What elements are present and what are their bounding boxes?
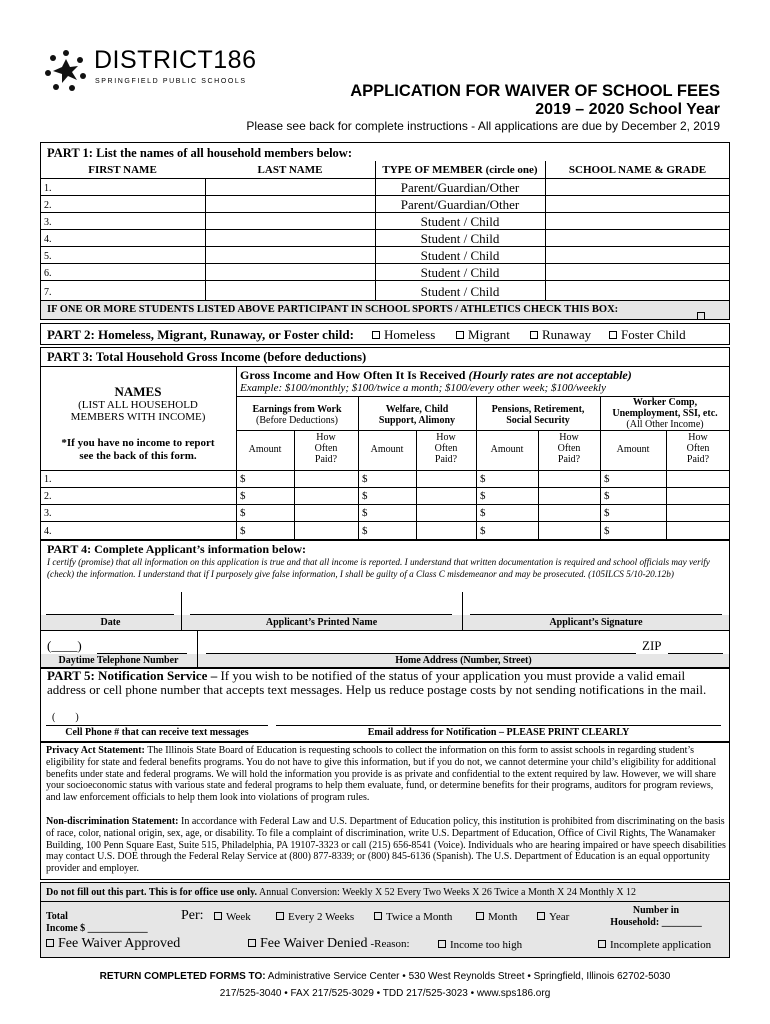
address-label: Home Address (Number, Street) — [395, 655, 532, 666]
income-title: Gross Income and How Often It Is Received (Hourly rates are not acceptable) — [240, 368, 632, 382]
part3-heading: PART 3: Total Household Gross Income (before deductions) — [47, 350, 367, 364]
phone-label: Daytime Telephone Number — [58, 655, 179, 666]
how-often-header: How Often Paid? — [686, 432, 710, 465]
fee-waiver-approved-option[interactable]: Fee Waiver Approved — [46, 936, 180, 952]
per-week-option[interactable]: Week — [214, 911, 251, 923]
names-sub2: MEMBERS WITH INCOME) — [70, 411, 206, 423]
email-field[interactable] — [276, 708, 721, 725]
part2-heading: PART 2: Homeless, Migrant, Runaway, or Foster child: — [47, 327, 354, 342]
address-field[interactable] — [206, 636, 636, 653]
privacy-statement: Privacy Act Statement: The Illinois State Board of Education is requesting schools to collect the information on this form to assist schools in regarding student’s eligibility for state and federal benefits programs. You do not have to give this information, but if you do not, we cannot determine your child’s eligibility for additional benefits under state and federal programs. We will hold the information you provide is as private and confidential to the extent required by law. However, we will share your socioeconomic status with various state and federal programs to help them evaluate, fund, or determine benefits for their programs, auditors for program reviews, and law enforcement officials to help them look into violations of program rules. — [46, 745, 717, 804]
homeless-option[interactable]: Homeless — [372, 327, 435, 343]
reason-incomplete-application-option[interactable]: Incomplete application — [598, 939, 711, 951]
income-row[interactable]: 2. $ $ $ $ — [44, 490, 610, 502]
checkbox-icon — [46, 939, 54, 947]
per-twice-month-option[interactable]: Twice a Month — [374, 911, 452, 923]
fee-waiver-denied-option[interactable]: Fee Waiver Denied -Reason: — [248, 936, 410, 952]
col-last-name: LAST NAME — [257, 164, 323, 176]
district-logo — [44, 46, 257, 98]
names-note1: *If you have no income to report — [61, 437, 215, 449]
per-every-2-weeks-option[interactable]: Every 2 Weeks — [276, 911, 354, 923]
date-label: Date — [100, 617, 121, 628]
member-row[interactable]: 2. Parent/Guardian/Other — [44, 197, 520, 212]
form-title: APPLICATION FOR WAIVER OF SCHOOL FEES — [350, 82, 720, 100]
checkbox-icon — [598, 940, 606, 948]
sports-note: IF ONE OR MORE STUDENTS LISTED ABOVE PARTICIPANT IN SCHOOL SPORTS / ATHLETICS CHECK THIS BOX: — [47, 304, 619, 315]
per-year-option[interactable]: Year — [537, 911, 569, 923]
checkbox-icon — [438, 940, 446, 948]
total-income-label: Total Income $ ____________ — [46, 911, 148, 934]
amount-header: Amount — [248, 444, 282, 455]
email-label: Email address for Notification – PLEASE PRINT CLEARLY — [367, 727, 630, 738]
signature-field[interactable] — [470, 596, 722, 614]
names-sub1: (LIST ALL HOUSEHOLD — [78, 399, 198, 411]
amount-header: Amount — [490, 444, 524, 455]
certify-statement: I certify (promise) that all information on this application is true and that all income is reported. I understand that written documentation is required and school officials may verify (check) the information. I understand that if I purposely give false information, I shall be guilty of a Class C misdemeanor and may be prosecuted. (105ILCS 5/10-20.12b) — [47, 557, 710, 579]
col-school-grade: SCHOOL NAME & GRADE — [568, 164, 707, 176]
checkbox-icon — [476, 912, 484, 920]
reason-income-too-high-option[interactable]: Income too high — [438, 939, 522, 951]
member-row[interactable]: 6. Student / Child — [44, 265, 500, 280]
date-field[interactable] — [46, 596, 174, 614]
sports-checkbox[interactable] — [697, 312, 705, 320]
checkbox-icon — [276, 912, 284, 920]
how-often-header: How Often Paid? — [557, 432, 581, 465]
school-year: 2019 – 2020 School Year — [535, 101, 720, 118]
names-note2: see the back of this form. — [79, 450, 197, 462]
runaway-option[interactable]: Runaway — [530, 327, 591, 343]
cell-phone-label: Cell Phone # that can receive text messages — [65, 727, 249, 738]
phone-field[interactable]: (____) — [47, 638, 82, 653]
part5-text: PART 5: Notification Service – If you wish to be notified of the status of your application you must provide a valid email address or cell phone number that accepts text messages. Help us reduce postage costs by not sending notifications in the mail. — [47, 668, 707, 697]
checkbox-icon — [372, 331, 380, 339]
office-notice: Do not fill out this part. This is for office use only. Annual Conversion: Weekly X 52 Every Two Weeks X 26 Twice a Month X 24 Monthly X 12 — [46, 887, 637, 898]
how-often-header: How Often Paid? — [314, 432, 338, 465]
zip-field[interactable] — [668, 636, 723, 653]
cell-phone-field[interactable]: ( ) — [52, 712, 79, 723]
col-first-name: FIRST NAME — [88, 164, 157, 176]
logo-name: DISTRICT186 — [94, 46, 257, 74]
checkbox-icon — [374, 912, 382, 920]
amount-header: Amount — [370, 444, 404, 455]
cat-earnings: Earnings from Work (Before Deductions) — [252, 404, 342, 426]
instructions-note: Please see back for complete instructions - All applications are due by December 2, 2019 — [246, 119, 720, 133]
names-title: NAMES — [114, 384, 162, 399]
household-number-label: Number in Household: ________ — [610, 905, 702, 928]
logo-subtitle: SPRINGFIELD PUBLIC SCHOOLS — [95, 78, 247, 85]
income-row[interactable]: 1. $ $ $ $ — [44, 473, 610, 485]
checkbox-icon — [214, 912, 222, 920]
cat-other: Worker Comp, Unemployment, SSI, etc. (All Other Income) — [612, 397, 718, 430]
contact-line: 217/525-3040 • FAX 217/525-3029 • TDD 217/525-3023 • www.sps186.org — [219, 988, 551, 999]
printed-name-field[interactable] — [190, 596, 452, 614]
member-row[interactable]: 7. Student / Child — [44, 284, 500, 299]
amount-header: Amount — [616, 444, 650, 455]
return-address: RETURN COMPLETED FORMS TO: Administrative Service Center • 530 West Reynolds Street • Springfield, Illinois 62702-5030 — [99, 971, 671, 982]
income-example: Example: $100/monthly; $100/twice a month; $100/every other week; $100/weekly — [240, 382, 606, 394]
checkbox-icon — [248, 939, 256, 947]
migrant-option[interactable]: Migrant — [456, 327, 510, 343]
nondiscrimination-statement: Non-discrimination Statement: In accordance with Federal Law and U.S. Department of Education policy, this institution is prohibited from discriminating on the basis of race, color, national origin, sex, age, or disability. To file a complaint of discrimination, write U.S. Department of Education, Office of Civil Rights, The Wanamaker Building, 100 Penn Square East, Suite 515, Philadelphia, PA 19107-3323 or call (215) 656-8541 (Voice). Individuals who are hearing impaired or have speech disabilities may contact U.S. DOE through the Federal Relay Service at (800) 877-8339; or (800) 845-6136 (Spanish). The U.S. Department of Education is an equal opportunity provider and employer. — [46, 816, 726, 875]
star-logo-icon — [44, 48, 88, 92]
member-row[interactable]: 1. Parent/Guardian/Other — [44, 180, 520, 195]
printed-name-label: Applicant’s Printed Name — [265, 617, 378, 628]
how-often-header: How Often Paid? — [434, 432, 458, 465]
checkbox-icon — [530, 331, 538, 339]
member-row[interactable]: 5. Student / Child — [44, 248, 500, 263]
part1-heading: PART 1: List the names of all household members below: — [47, 146, 352, 160]
member-row[interactable]: 3. Student / Child — [44, 214, 500, 229]
member-row[interactable]: 4. Student / Child — [44, 231, 500, 246]
col-member-type: TYPE OF MEMBER (circle one) — [382, 164, 538, 176]
checkbox-icon — [609, 331, 617, 339]
foster-child-option[interactable]: Foster Child — [609, 327, 686, 343]
per-label: Per: — [181, 908, 204, 923]
signature-label: Applicant’s Signature — [549, 617, 643, 628]
income-row[interactable]: 4. $ $ $ $ — [44, 525, 610, 537]
income-row[interactable]: 3. $ $ $ $ — [44, 507, 610, 519]
cat-welfare: Welfare, Child Support, Alimony — [378, 404, 456, 426]
zip-label: ZIP — [642, 638, 662, 653]
checkbox-icon — [456, 331, 464, 339]
part4-heading: PART 4: Complete Applicant’s information below: — [47, 542, 307, 556]
per-month-option[interactable]: Month — [476, 911, 517, 923]
checkbox-icon — [537, 912, 545, 920]
cat-pensions: Pensions, Retirement, Social Security — [491, 404, 585, 426]
